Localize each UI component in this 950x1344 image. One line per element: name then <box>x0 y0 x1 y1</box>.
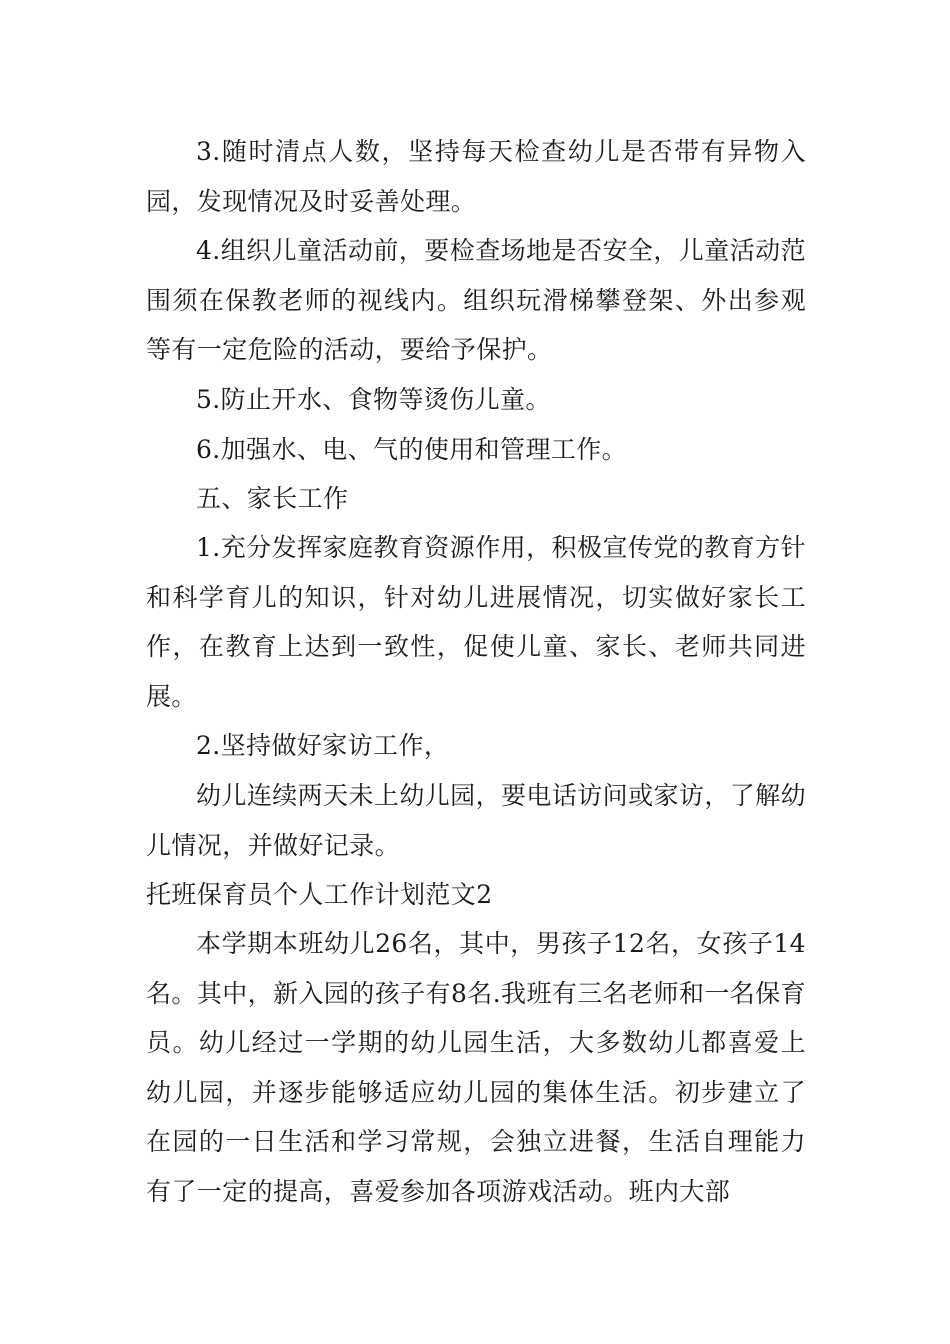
paragraph-headcount-check: 3.随时清点人数，坚持每天检查幼儿是否带有异物入园，发现情况及时妥善处理。 <box>146 137 806 216</box>
paragraph-utilities-management: 6.加强水、电、气的使用和管理工作。 <box>196 435 628 464</box>
paragraph-activity-safety: 4.组织儿童活动前，要检查场地是否安全，儿童活动范围须在保教老师的视线内。组织玩滑梯攀登架、外出参观等有一定危险的活动，要给予保护。 <box>146 236 806 364</box>
paragraph-absence-followup: 幼儿连续两天未上幼儿园，要电话访问或家访，了解幼儿情况，并做好记录。 <box>146 781 806 860</box>
paragraph-class-overview: 本学期本班幼儿26名，其中，男孩子12名，女孩子14名。其中，新入园的孩子有8名.我班有三名老师和一名保育员。幼儿经过一学期的幼儿园生活，大多数幼儿都喜爱上幼儿园，并逐步能够适应幼儿园的集体生活。初步建立了在园的一日生活和学习常规，会独立进餐，生活自理能力有了一定的提高，喜爱参加各项游戏活动。班内大部 <box>146 929 806 1206</box>
paragraph-home-visits: 2.坚持做好家访工作， <box>196 731 450 760</box>
article-title: 托班保育员个人工作计划范文2 <box>146 880 493 909</box>
paragraph-burn-prevention: 5.防止开水、食物等烫伤儿童。 <box>196 385 551 414</box>
paragraph-family-education: 1.充分发挥家庭教育资源作用，积极宣传党的教育方针和科学育儿的知识，针对幼儿进展情况，切实做好家长工作，在教育上达到一致性，促使儿童、家长、老师共同进展。 <box>146 533 806 711</box>
section-heading-parent-work: 五、家长工作 <box>196 484 349 513</box>
